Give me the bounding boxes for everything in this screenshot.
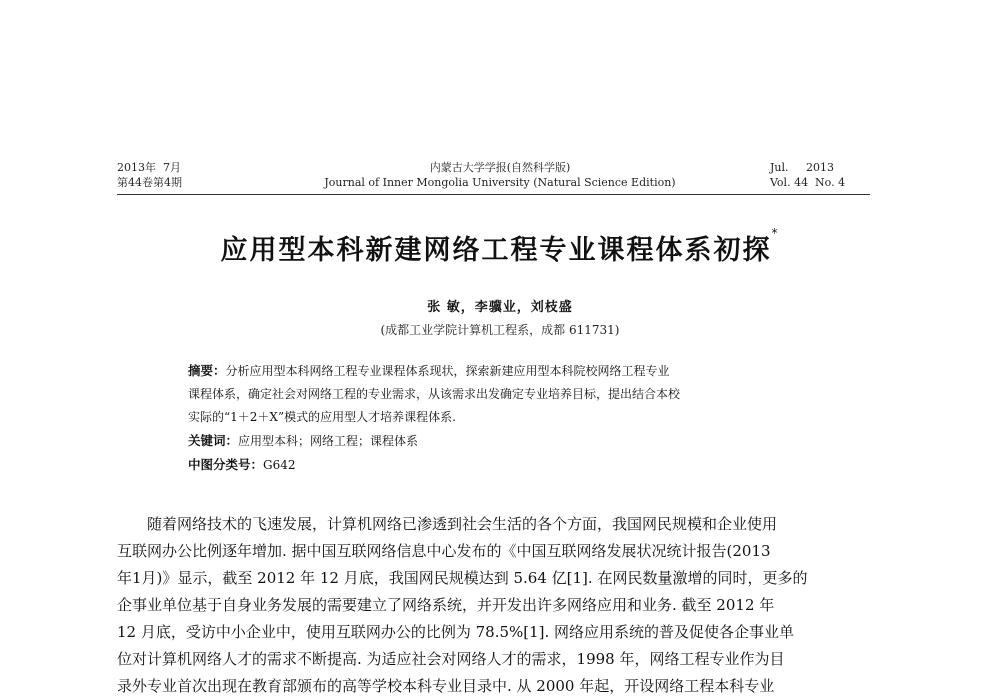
abstract-text [188, 359, 808, 429]
header-date: 2013年 7月 [117, 161, 181, 174]
keywords-row [188, 429, 808, 453]
abstract-line: 课程体系，确定社会对网络工程的专业需求，从该需求出发确定专业培养目标，提出结合本校 [188, 387, 681, 401]
article-affiliation: (成都工业学院计算机工程系，成都 611731) [380, 323, 620, 337]
header-volume: 第44卷第4期 [117, 176, 182, 189]
clc-label: 中图分类号： [188, 457, 264, 472]
abstract-label: 摘要： [188, 363, 226, 378]
abstract-line: 实际的“1＋2＋X”模式的应用型人才培养课程体系. [188, 410, 456, 424]
keywords-label: 关键词： [188, 433, 239, 448]
article-title [0, 228, 1000, 267]
body-paragraph [117, 511, 870, 700]
journal-date-volume-en [770, 160, 845, 190]
header-volume-en: Vol. 44 No. 4 [770, 176, 846, 189]
journal-name-en: Journal of Inner Mongolia University (Natural Science Edition) [324, 176, 676, 189]
body-line: 年1月)》显示，截至 2012 年 12 月底，我国网民规模达到 5.64 亿[1]. 在网民数量激增的同时，更多的 [117, 569, 808, 587]
body-line: 随着网络技术的飞速发展，计算机网络已渗透到社会生活的各个方面，我国网民规模和企业使用 [147, 515, 778, 533]
body-line: 企事业单位基于自身业务发展的需要建立了网络系统，并开发出许多网络应用和业务. 截至 2012 年 [117, 596, 775, 614]
keywords-value: 应用型本科；网络工程；课程体系 [238, 434, 419, 448]
header-rule [117, 194, 870, 195]
journal-name [0, 160, 1000, 190]
header-date-en: Jul. 2013 [770, 161, 834, 174]
abstract-line: 分析应用型本科网络工程专业课程体系现状，探索新建应用型本科院校网络工程专业 [225, 364, 670, 378]
body-line: 12 月底，受访中小企业中，使用互联网办公的比例为 78.5%[1]. 网络应用系统的普及促使各企事业单 [117, 623, 795, 641]
body-line: 录外专业首次出现在教育部颁布的高等学校本科专业目录中. 从 2000 年起，开设网络工程本科专业 [117, 677, 775, 695]
body-line: 互联网办公比例逐年增加. 据中国互联网络信息中心发布的《中国互联网络发展状况统计报告(2013 [117, 542, 771, 560]
article-authors: 张 敏，李骥业，刘枝盛 [427, 300, 573, 315]
article-title-text: 应用型本科新建网络工程专业课程体系初探 [220, 235, 772, 266]
body-line: 位对计算机网络人才的需求不断提高. 为适应社会对网络人才的需求，1998 年，网络工程专业作为目 [117, 650, 785, 668]
title-footnote-mark: * [771, 226, 780, 240]
clc-row [188, 453, 808, 477]
abstract-block [188, 359, 808, 477]
clc-value: G642 [263, 458, 296, 472]
journal-name-cn: 内蒙古大学学报(自然科学版) [429, 161, 571, 174]
